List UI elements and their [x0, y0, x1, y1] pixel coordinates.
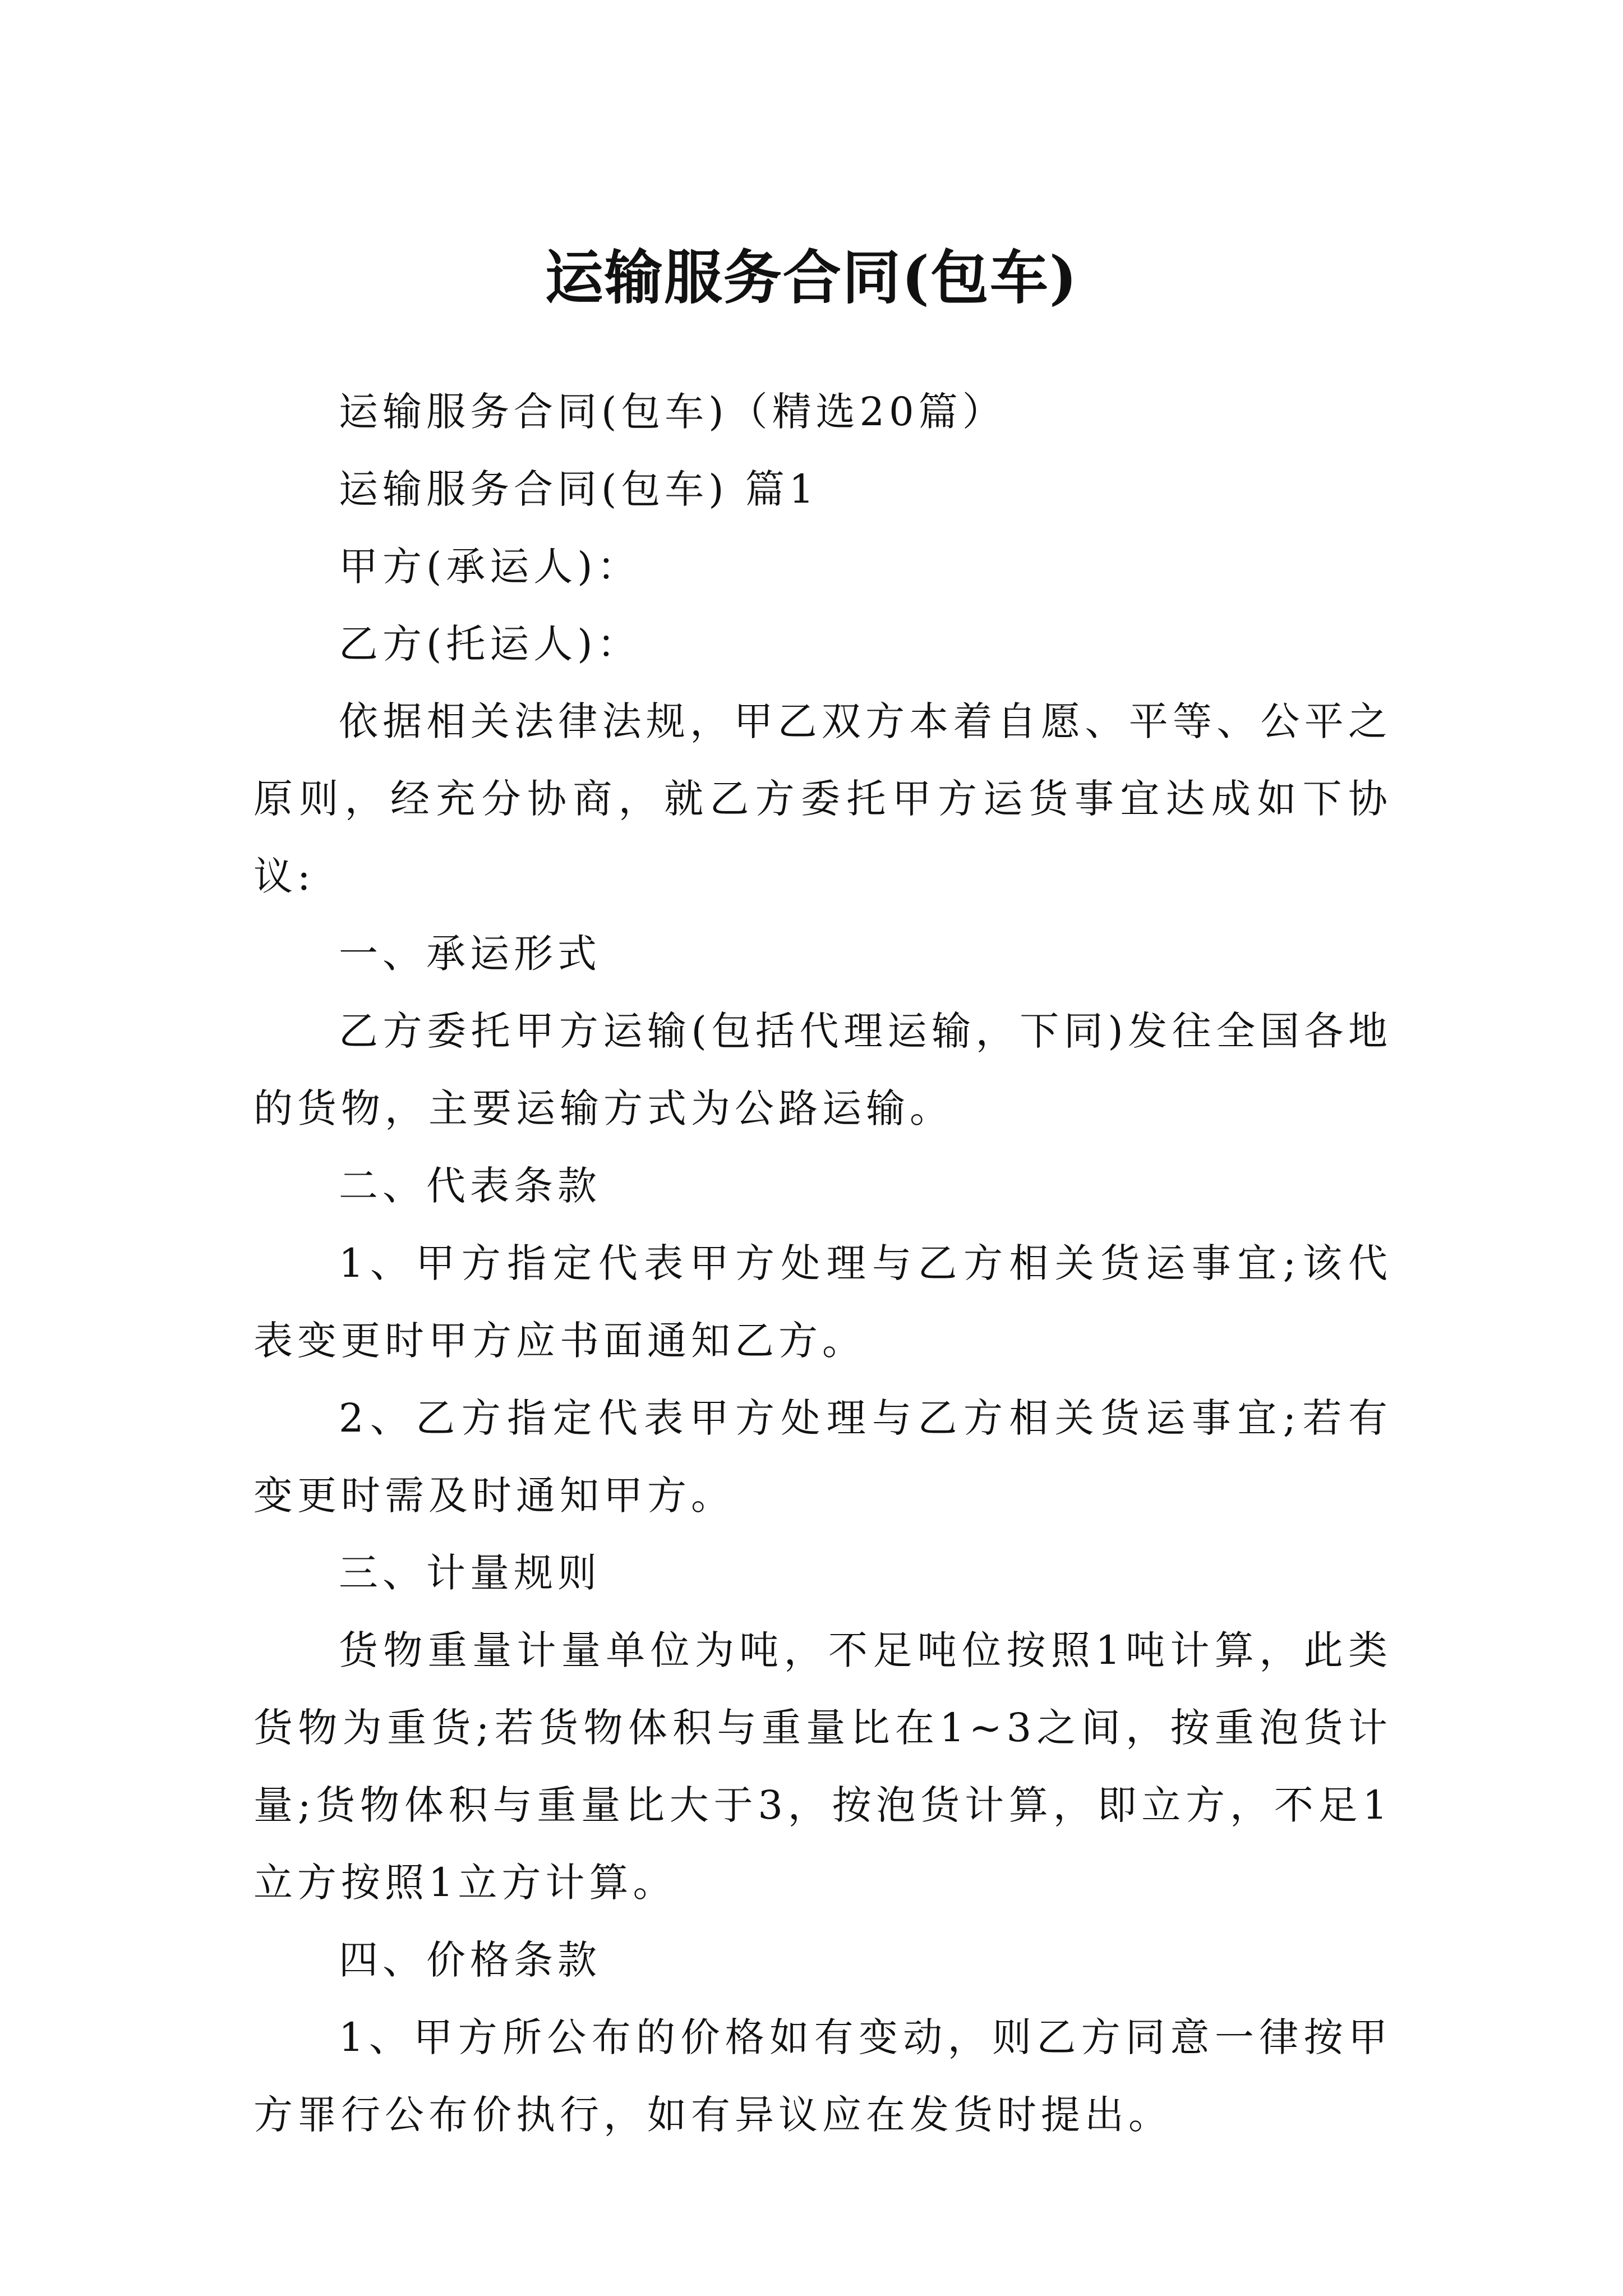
paragraph-preamble: 依据相关法律法规，甲乙双方本着自愿、平等、公平之原则，经充分协商，就乙方委托甲方运货事宜达成如下协议: [253, 698, 1392, 899]
paragraph-representative-2: 2、乙方指定代表甲方处理与乙方相关货运事宜;若有变更时需及时通知甲方。 [253, 1395, 1392, 1519]
document-title: 运输服务合同(包车) [545, 242, 1078, 312]
section-heading-representative: 二、代表条款 [339, 1163, 601, 1209]
paragraph-carriage-form: 乙方委托甲方运输(包括代理运输，下同)发往全国各地的货物，主要运输方式为公路运输。 [253, 1008, 1392, 1131]
paragraph-article-heading: 运输服务合同(包车) 篇1 [339, 466, 819, 512]
document-body [253, 373, 1392, 2154]
paragraph-representative-1: 1、甲方指定代表甲方处理与乙方相关货运事宜;该代表变更时甲方应书面通知乙方。 [253, 1240, 1392, 1364]
section-heading-price: 四、价格条款 [339, 1937, 601, 1983]
paragraph-measurement: 货物重量计量单位为吨，不足吨位按照1吨计算，此类货物为重货;若货物体积与重量比在1~3之间，按重泡货计量;货物体积与重量比大于3，按泡货计算，即立方，不足1立方按照1立方计算。 [253, 1627, 1392, 1906]
paragraph-collection-title: 运输服务合同(包车)（精选20篇） [339, 389, 1006, 435]
section-heading-carriage-form: 一、承运形式 [339, 931, 601, 977]
paragraph-party-a: 甲方(承运人)： [339, 544, 641, 590]
section-heading-measurement: 三、计量规则 [339, 1550, 601, 1596]
paragraph-party-b: 乙方(托运人)： [339, 621, 641, 667]
paragraph-price-1: 1、甲方所公布的价格如有变动，则乙方同意一律按甲方罪行公布价执行，如有异议应在发货时提出。 [253, 2014, 1392, 2138]
